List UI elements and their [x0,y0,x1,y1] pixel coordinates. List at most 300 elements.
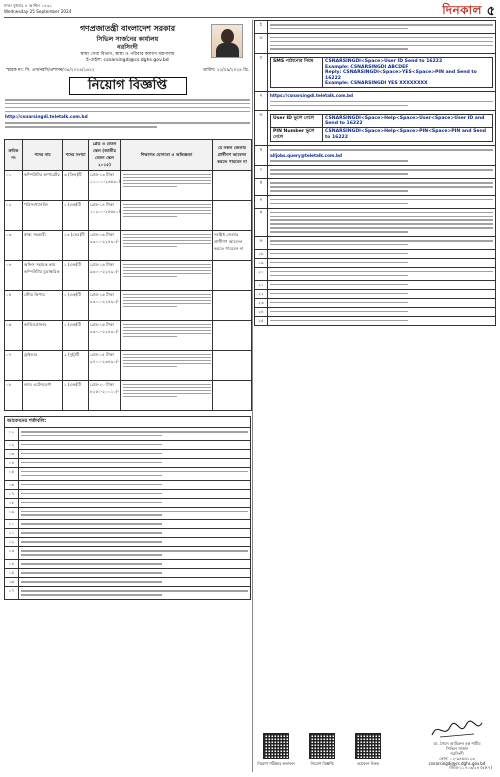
instruction-text [268,146,495,165]
post-cell: কম্পিউটার অপারেটর [23,171,63,201]
text-line [123,240,211,241]
qr-label: নিয়োগ বিজ্ঞপ্তি [310,761,334,766]
text-line [270,199,493,201]
text-line [21,502,162,504]
pin-label: PIN Number ভুলে গেলে [271,128,323,141]
text-line [270,320,408,322]
excluded-districts-cell [213,171,252,201]
qualification-cell [121,231,213,261]
intro-text-line [5,107,250,109]
text-line [270,271,493,273]
text-line [21,444,162,446]
instruction-text [268,281,495,289]
text-line [123,297,211,298]
text-line [21,572,162,574]
excluded-districts-cell [213,291,252,321]
instruction-text [268,317,495,325]
sms-value [323,58,492,87]
signatory-phone: ফোন: ০২-৯৪৬৩১২৩ [439,756,475,761]
condition-number: ০৪ [5,459,19,467]
text-line [21,532,162,534]
portrait-head [221,29,234,44]
text-line [21,493,162,495]
condition-number: ১৬ [5,578,19,586]
office-name: সিভিল সার্জনের কার্যালয় [96,36,159,43]
grade-cell: গ্রেড-১৬ টাকা ৯৩০০-২২৪৯০/- [89,321,121,351]
instruction-number: প [255,209,268,236]
text-line [21,511,248,513]
text-line [21,541,162,543]
instruction-number: ২০ [255,268,268,280]
instruction-text [268,179,495,195]
condition-row [5,560,250,569]
intro-text-line [5,111,250,113]
header-serial: ক্রমিক নং [5,140,23,171]
text-line [270,231,408,233]
grade-cell: গ্রেড-১৩ টাকা ১১০০০-২৬৫৯০/- [89,171,121,201]
text-line [123,354,211,355]
instruction-row [255,237,495,250]
instruction-row [255,21,495,34]
instruction-row [255,34,495,55]
instruction-row [255,54,495,92]
conditions-box [4,416,251,600]
instruction-number: ২১ [255,281,268,289]
text-line [123,234,211,235]
text-line [270,41,493,43]
count-cell: ১ (এক)টি [63,381,89,411]
condition-row [5,538,250,547]
instruction-text [268,237,495,249]
condition-number: ১০ [5,520,19,528]
notice-footer [254,702,496,772]
post-row [5,201,252,231]
instruction-number: ২৪ [255,308,268,316]
text-line [123,267,211,268]
condition-number: ১১ [5,529,19,537]
instruction-row [255,290,495,299]
sms-example: CSNARSINGDI<Space>User ID Send to 16222 [325,59,443,65]
post-row [5,231,252,261]
qr-label: নিয়োগ পরীক্ষার ফলাফল [257,761,295,766]
post-cell: স্বাস্থ্য সহকারী [23,231,63,261]
text-line [270,227,493,229]
excluded-districts-cell: সংশ্লিষ্ট জেলার প্রার্থীগণ আবেদন করতে পারবেন না [213,231,252,261]
post-cell: স্টোর কিপার [23,291,63,321]
grade-cell: গ্রেড-১৬ টাকা ৯৩০০-২২৪৯০/- [89,261,121,291]
instruction-text [268,34,495,54]
masthead-bangla-date: ঢাকা বুধবার ৮ আশ্বিন ১৪৩১ [4,3,53,8]
qr-item[interactable] [348,733,388,768]
text-line [270,240,493,242]
condition-text [19,499,250,507]
condition-row [5,587,250,599]
condition-row [5,441,250,450]
pin-sms: CSNARSINGDI<Space>Help<Space>PIN<Space>PIN and Send to 16222 [325,129,487,140]
condition-row [5,499,250,508]
instruction-text [268,166,495,178]
instruction-number: ফ [255,237,268,249]
instruction-text [268,54,495,91]
header-qualification: শিক্ষাগত যোগ্যতা ও অভিজ্ঞতা [121,140,213,171]
support-email[interactable]: alljobs.query@teletalk.com.bd [270,153,342,159]
post-cell: পরিসংখ্যানবিদ [23,201,63,231]
text-line [21,453,162,455]
instruction-number: ণ [255,92,268,109]
recovery-box [270,114,493,143]
text-line [123,183,211,184]
text-line [123,387,211,388]
condition-row [5,459,250,468]
instruction-number: ড [255,34,268,54]
instruction-text [268,299,495,307]
instruction-number: ১৮ [255,250,268,258]
condition-text [19,459,250,467]
condition-text [19,481,250,489]
text-line [123,360,211,361]
conditions-title: আবেদনের শর্তাবলি: [5,417,250,428]
text-line [270,45,493,47]
post-cell: অফিস সহায়ক কাম কম্পিউটার মুদ্রাক্ষরিক [23,261,63,291]
text-line [21,435,162,437]
condition-text [19,520,250,528]
instruction-row [255,317,495,325]
text-line [270,293,408,295]
portrait-photo [211,24,243,58]
text-line [21,462,162,464]
text-line [123,336,178,337]
text-line [270,212,493,214]
instruction-text [268,92,495,109]
condition-row [5,450,250,459]
text-line [123,393,211,394]
post-row [5,321,252,351]
count-cell: ২ (দুই)টি [63,351,89,381]
instruction-row [255,179,495,196]
qualification-cell [121,171,213,201]
text-line [21,475,162,477]
portrait-body [216,43,239,57]
district-name: নরসিংদী [117,44,138,51]
instruction-row [255,250,495,259]
instruction-text [268,259,495,267]
header-excluded-districts: যে সকল জেলার প্রার্থীগণ আবেদন করতে পারবেন না [213,140,252,171]
condition-text [19,508,250,520]
header-grade: গ্রেড ও বেতন স্কেল (জাতীয় বেতন স্কেল ২০১৫) [89,140,121,171]
instruction-row [255,196,495,209]
instruction-number: ঢ [255,54,268,91]
instruction-number: ২৩ [255,299,268,307]
text-line [123,330,211,331]
text-line [270,311,408,313]
serial-cell: ০৩ [5,231,23,261]
post-row [5,381,252,411]
header-count: পদের সংখ্যা [63,140,89,171]
text-line [270,169,493,171]
grade-cell: গ্রেড-২০ টাকা ৮২৫০-২০০১০/- [89,381,121,411]
instruction-text [268,268,495,280]
text-line [21,554,162,556]
text-line [270,253,408,255]
header-post: পদের নাম [23,140,63,171]
text-line [123,306,178,307]
qr-code-icon[interactable] [355,733,381,759]
excluded-districts-cell [213,261,252,291]
instruction-text [268,111,495,146]
text-line [21,581,162,583]
text-line [270,48,408,50]
instruction-row [255,308,495,317]
posts-table-header [5,140,252,171]
intro-text-line [5,126,157,128]
intro-text-line [5,103,250,105]
text-line [123,294,211,295]
text-line [123,303,211,304]
text-line [123,363,211,364]
userid-label: User ID ভুলে গেলে [271,115,323,128]
helpline-link[interactable]: https://csnarsingdi.teletalk.com.bd [270,93,354,99]
condition-row [5,468,250,481]
newspaper-logo: দিনকাল [442,3,482,17]
sms-example: Example: CSNARSINGDI ABCDEF [325,64,409,70]
text-line [270,24,493,26]
signatory-title: সিভিল সার্জন [446,746,468,751]
condition-text [19,560,250,568]
excluded-districts-cell [213,381,252,411]
text-line [270,160,408,162]
text-line [270,223,493,225]
qr-code-icon[interactable] [263,733,289,759]
ministry-name: স্বাস্থ্য সেবা বিভাগ, স্বাস্থ্য ও পরিবার কল্যাণ মন্ত্রণালয় [80,52,175,57]
post-cell: ড্রাইভার [23,351,63,381]
qr-codes [256,733,388,768]
text-line [21,523,162,525]
instruction-row [255,92,495,110]
condition-text [19,538,250,546]
count-cell: ১ (এক)টি [63,291,89,321]
qualification-cell [121,321,213,351]
condition-row [5,490,250,499]
condition-text [19,569,250,577]
notice-banner: নিয়োগ বিজ্ঞপ্তি [69,77,187,95]
instruction-number: থ [255,146,268,165]
text-line [123,384,211,385]
instructions-table [254,20,496,326]
instruction-row [255,209,495,237]
text-line [123,357,211,358]
condition-number: ০৭ [5,490,19,498]
condition-number: ০১ [5,428,19,440]
condition-text [19,428,250,440]
condition-text [19,490,250,498]
instruction-text [268,290,495,298]
condition-number: ০৮ [5,499,19,507]
count-cell: ১৩ (তের)টি [63,231,89,261]
text-line [270,101,493,103]
qr-item[interactable] [302,733,342,768]
condition-text [19,529,250,537]
text-line [270,302,408,304]
text-line [21,471,248,473]
condition-row [5,481,250,490]
sms-label: SMS পাঠানোর নিয়ম [271,58,323,87]
intro-text-line [5,122,250,124]
post-row [5,291,252,321]
condition-text [19,547,250,559]
post-cell: ল্যাব এটেনডেন্ট [23,381,63,411]
text-line [123,210,211,211]
text-line [123,324,211,325]
text-line [123,204,211,205]
post-row [5,171,252,201]
masthead-english-date: Wednesday 25 September 2024 [4,8,72,14]
condition-text [19,468,250,480]
condition-number: ০৯ [5,508,19,520]
page-number: ৫ [486,4,495,19]
condition-row [5,547,250,560]
serial-cell: ০৮ [5,381,23,411]
post-row [5,351,252,381]
qr-code-icon[interactable] [309,733,335,759]
userid-sms: CSNARSINGDI<Space>Help<Space>User<Space>User ID and Send to 16222 [325,115,485,126]
instruction-number: দ [255,166,268,178]
signature-scribble [430,719,484,741]
condition-text [19,578,250,586]
condition-number: ০৩ [5,450,19,458]
condition-number: ০৫ [5,468,19,480]
condition-row [5,520,250,529]
text-line [123,246,178,247]
text-line [270,244,408,246]
serial-cell: ০৬ [5,321,23,351]
masthead-date [4,3,71,14]
serial-cell: ০২ [5,201,23,231]
condition-number: ১৫ [5,569,19,577]
posts-table [4,139,252,411]
text-line [270,284,408,286]
memo-line [4,67,251,74]
condition-text [19,587,250,599]
sms-row [271,115,492,129]
text-line [270,203,408,205]
sms-example: Reply: CSNARSINGDI<Space>YES<Space>PIN and Send to 16222 [325,70,477,81]
serial-cell: ০৭ [5,351,23,381]
instruction-text [268,209,495,236]
excluded-districts-cell [213,351,252,381]
signatory-office: নরসিংদী [450,751,464,756]
text-line [123,216,178,217]
text-line [21,590,248,592]
instruction-number: ২২ [255,290,268,298]
left-column [4,20,251,772]
sms-row [271,128,492,141]
qr-label: আবেদন লিংক [357,761,379,766]
instruction-number: ঠ [255,21,268,33]
sms-row [271,58,492,87]
count-cell: ১ (এক)টি [63,321,89,351]
gd-memo: জিডি-১১৭০৩/২৪ (৫×৭) [449,765,492,770]
instruction-text [268,21,495,33]
instruction-number: ত [255,111,268,146]
newspaper-masthead [4,2,496,18]
text-line [123,270,211,271]
serial-cell: ০১ [5,171,23,201]
excluded-districts-cell [213,201,252,231]
condition-row [5,529,250,538]
condition-number: ০২ [5,441,19,449]
count-cell: ১ (এক)টি [63,261,89,291]
text-line [123,237,211,238]
text-line [123,174,211,175]
serial-cell: ০৫ [5,291,23,321]
text-line [123,366,178,367]
condition-number: ১৭ [5,587,19,599]
qr-item[interactable] [256,733,296,768]
instruction-row [255,299,495,308]
text-line [123,300,211,301]
text-line [270,219,493,221]
text-line [21,550,248,552]
instruction-row [255,259,495,268]
instruction-number: ১৯ [255,259,268,267]
signatory-name: ডা. সৈয়দ আমিরুল হক শামীম [433,741,481,746]
instruction-text [268,308,495,316]
instruction-row [255,146,495,166]
government-title: গণপ্রজাতন্ত্রী বাংলাদেশ সরকার [79,24,176,33]
text-line [270,186,493,188]
condition-row [5,578,250,587]
text-line [270,37,493,39]
condition-number: ০৬ [5,481,19,489]
intro-text-line [5,99,250,101]
instruction-row [255,268,495,281]
intro-paragraph [4,97,251,137]
intro-url-link[interactable]: http://csnarsingdi.teletalk.com.bd [5,114,88,120]
right-column [254,20,496,772]
memo-date: তারিখ: ২২/০৯/২০২৪ খ্রি. [202,68,249,73]
instruction-row [255,111,495,147]
sms-example: Example: CSNARSINGDI YES XXXXXXXX [325,80,428,86]
text-line [123,177,211,178]
excluded-districts-cell [213,321,252,351]
condition-number: ১৩ [5,547,19,559]
count-cell: ৩ (তিন)টি [63,171,89,201]
text-line [123,213,211,214]
instruction-number: ২৫ [255,317,268,325]
text-line [21,431,248,433]
condition-number: ১২ [5,538,19,546]
condition-row [5,428,250,441]
office-email: ই-মেইল: csnarsingdi@cs.dghs.gov.bd [86,58,169,63]
qualification-cell [121,381,213,411]
condition-text [19,441,250,449]
sms-instruction-box [270,57,493,88]
condition-row [5,508,250,521]
text-line [123,327,211,328]
text-line [270,173,408,175]
instruction-text [268,250,495,258]
memo-number: স্মারক নং: সি. এস/নরসি/প্রশাসন/৩৪/২০২৪/১৬২২ [6,68,95,73]
text-line [123,186,178,187]
text-line [270,216,493,218]
text-line [270,105,408,107]
text-line [270,28,408,30]
condition-text [19,450,250,458]
qualification-cell [121,291,213,321]
grade-cell: গ্রেড-১৬ টাকা ৯৩০০-২২৪৯০/- [89,291,121,321]
instruction-number: ধ [255,179,268,195]
text-line [21,514,162,516]
